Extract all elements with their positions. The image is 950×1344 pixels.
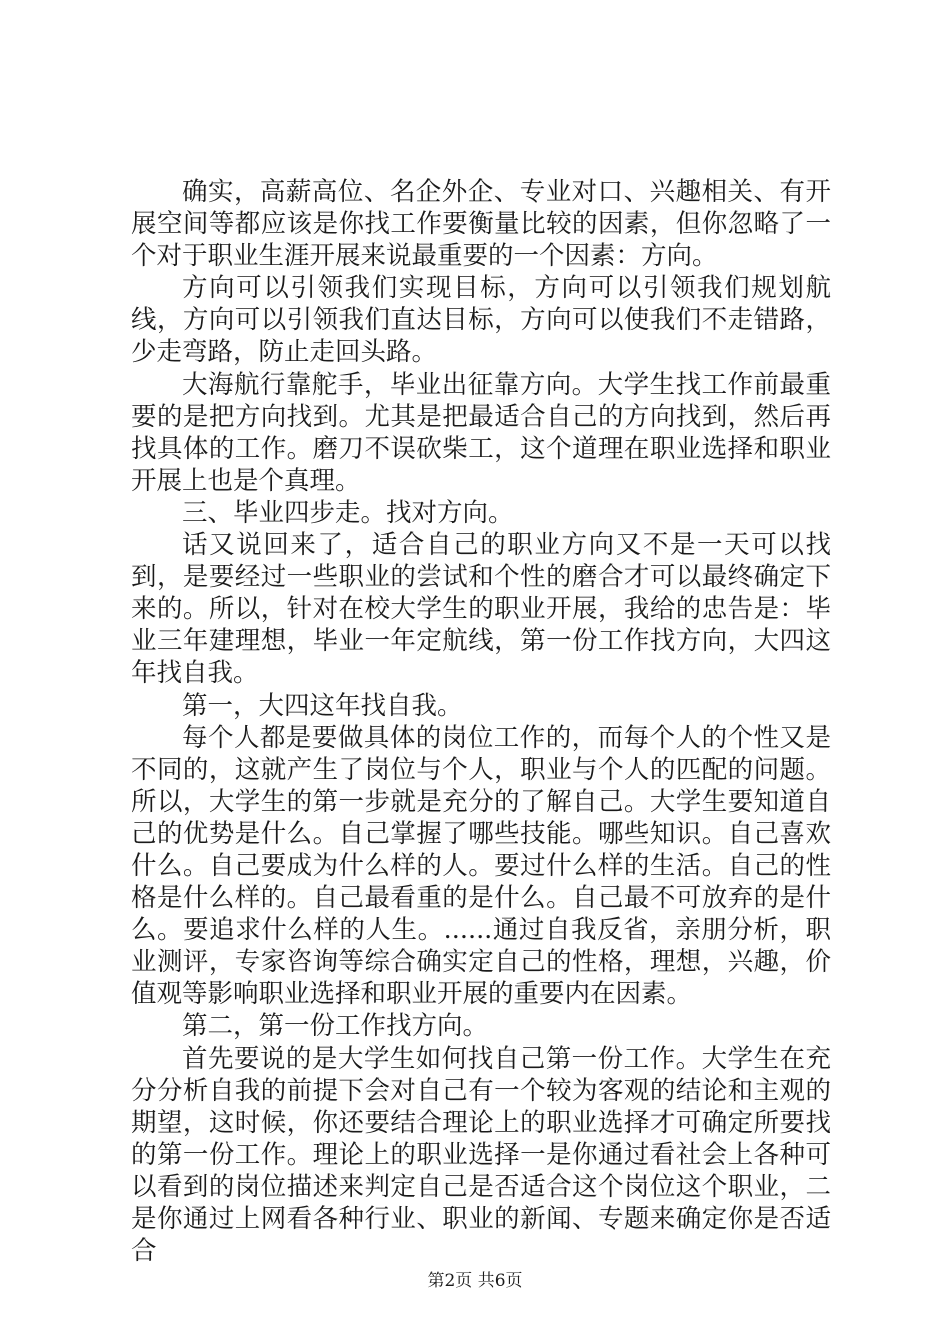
paragraph-first-job: 首先要说的是大学生如何找自己第一份工作。大学生在充分分析自我的前提下会对自己有一个较为客观的结论和主观的期望，这时候，你还要结合理论上的职业选择才可确定所要找的第一份工作。理论上的职业选择一是你通过看社会上各种可以看到的岗位描述来判定自己是否适合这个岗位这个职业，二是你通过上网看各种行业、职业的新闻、专题来确定你是否适合 (131, 1043, 831, 1267)
paragraph-direction-guidance: 方向可以引领我们实现目标，方向可以引领我们规划航线，方向可以引领我们直达目标，方向可以使我们不走错路，少走弯路，防止走回头路。 (131, 273, 831, 368)
document-body (131, 176, 831, 1267)
subheading-find-self: 第一，大四这年找自我。 (182, 690, 463, 721)
paragraph-direction-factor: 确实，高薪高位、名企外企、专业对口、兴趣相关、有开展空间等都应该是你找工作要衡量比较的因素，但你忽略了一个对于职业生涯开展来说最重要的一个因素：方向。 (131, 177, 831, 272)
paragraph-helmsman: 大海航行靠舵手，毕业出征靠方向。大学生找工作前最重要的是把方向找到。尤其是把最适合自己的方向找到，然后再找具体的工作。磨刀不误砍柴工，这个道理在职业选择和职业开展上也是个真理。 (131, 369, 831, 496)
subheading-first-job: 第二，第一份工作找方向。 (182, 1011, 489, 1042)
paragraph-advice: 话又说回来了，适合自己的职业方向又不是一天可以找到，是要经过一些职业的尝试和个性的磨合才可以最终确定下来的。所以，针对在校大学生的职业开展，我给的忠告是：毕业三年建理想，毕业一年定航线，第一份工作找方向，大四这年找自我。 (131, 530, 831, 689)
section-heading-four-steps: 三、毕业四步走。找对方向。 (182, 497, 514, 528)
page-number: 第2页 共6页 (427, 1271, 523, 1291)
paragraph-self-knowledge: 每个人都是要做具体的岗位工作的，而每个人的个性又是不同的，这就产生了岗位与个人，职业与个人的匹配的问题。所以，大学生的第一步就是充分的了解自己。大学生要知道自己的优势是什么。自己掌握了哪些技能。哪些知识。自己喜欢什么。自己要成为什么样的人。要过什么样的生活。自己的性格是什么样的。自己最看重的是什么。自己最不可放弃的是什么。要追求什么样的人生。......通过自我反省，亲朋分析，职业测评，专家咨询等综合确实定自己的性格，理想，兴趣，价值观等影响职业选择和职业开展的重要内在因素。 (131, 722, 831, 1010)
